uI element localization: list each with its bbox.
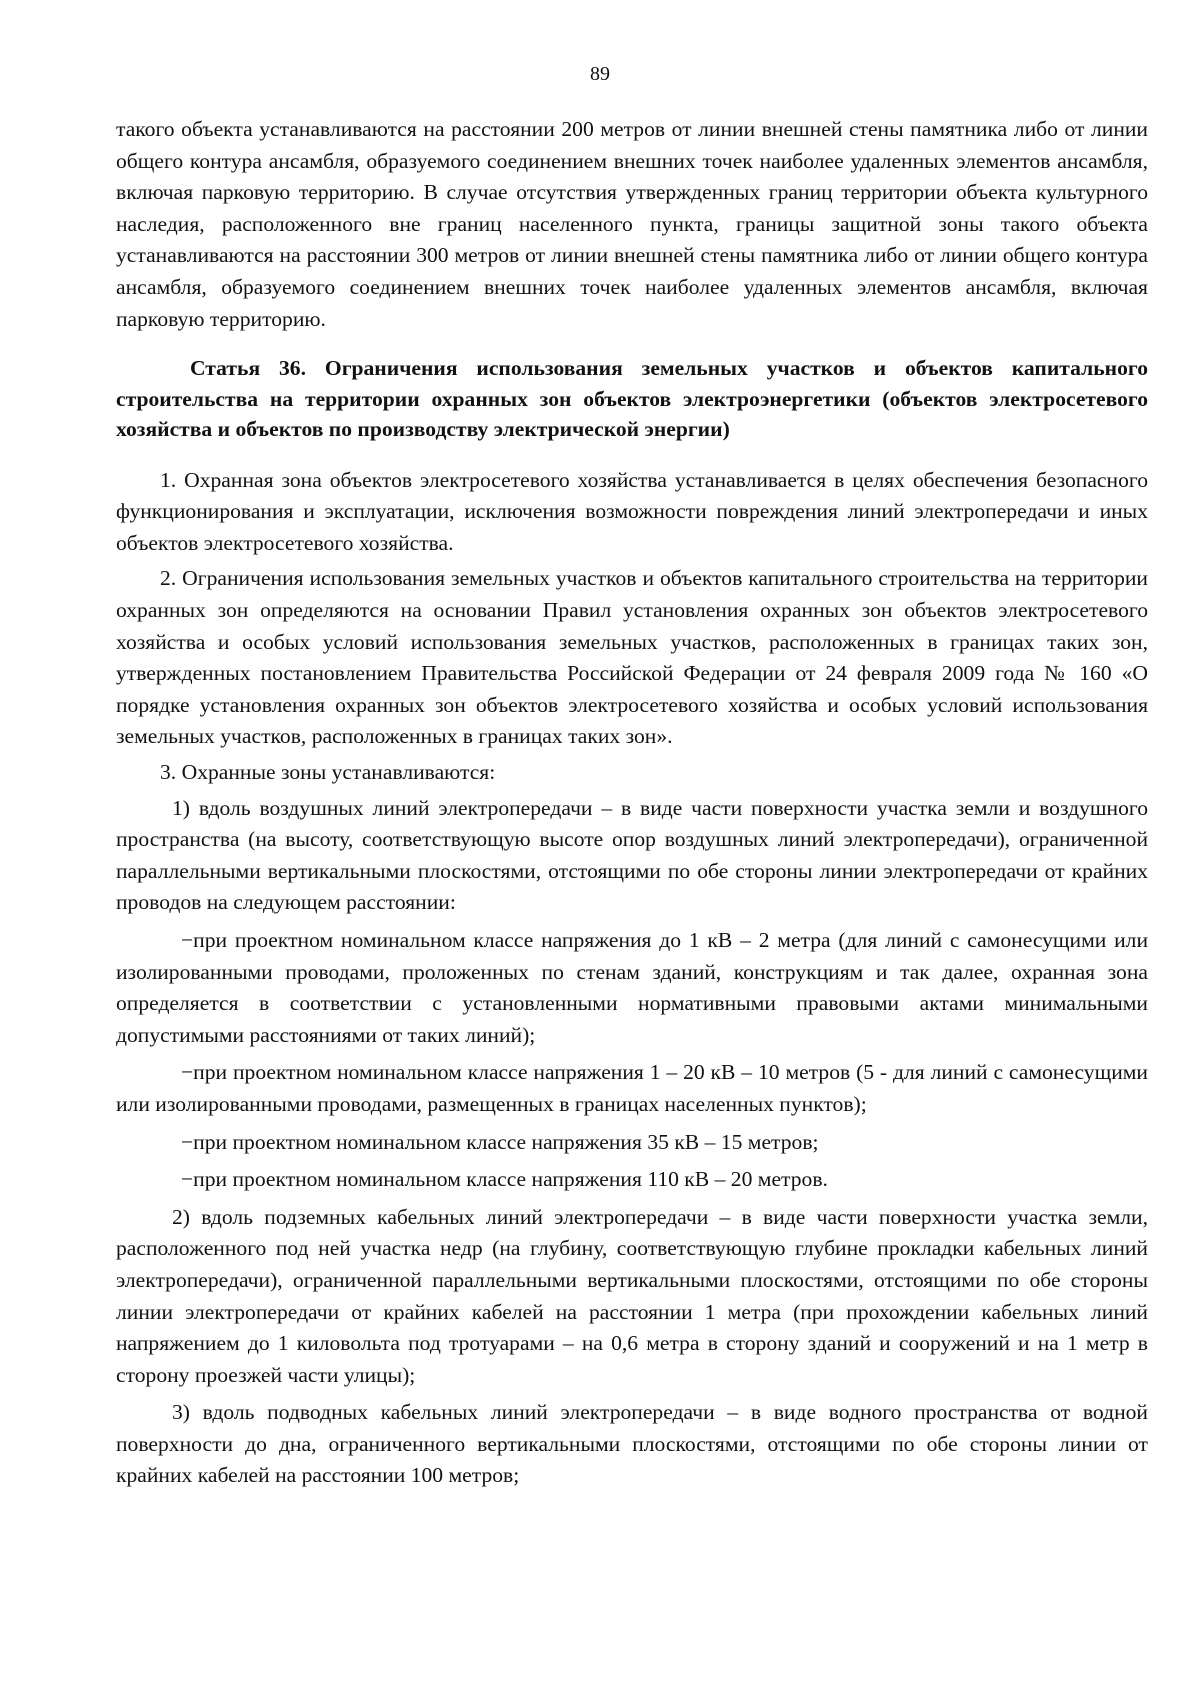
paragraph-3-item-2: 2) вдоль подземных кабельных линий электропередачи – в виде части поверхности участка земли, расположенного под ней участка недр (на глубину, соответствующую глубине прокладки кабельных линий электропередачи), ограниченной параллельными вертикальными плоскостями, отстоящими по обе стороны линии электропередачи от крайних кабелей на расстоянии 1 метра (при прохождении кабельных линий напряжением до 1 киловольта под тротуарами – на 0,6 метра в сторону зданий и сооружений и на 1 метр в сторону проезжей части улицы); [116,1204,1148,1387]
document-body [116,114,1148,1492]
list-item-voltage-1kv: −при проектном номинальном классе напряжения до 1 кВ – 2 метра (для линий с самонесущими или изолированными проводами, проложенных по стенам зданий, конструкциям и так далее, охранная зона определяется в соответствии с установленными нормативными правовыми актами минимальными допустимыми расстояниями от таких линий); [116,927,1148,1047]
paragraph-3-item-3: 3) вдоль подводных кабельных линий электропередачи – в виде водного пространства от водной поверхности до дна, ограниченного вертикальными плоскостями, отстоящими по обе стороны линии от крайних кабелей на расстоянии 100 метров; [116,1400,1148,1488]
paragraph-2: 2. Ограничения использования земельных участков и объектов капитального строительства на территории охранных зон определяются на основании Правил установления охранных зон объектов электросетевого хозяйства и особых условий использования земельных участков, расположенных в границах таких зон, утвержденных постановлением Правительства Российской Федерации от 24 февраля 2009 года № 160 «О порядке установления охранных зон объектов электросетевого хозяйства и особых условий использования земельных участков, расположенных в границах таких зон». [116,566,1148,749]
list-item-voltage-110kv: −при проектном номинальном классе напряжения 110 кВ – 20 метров. [181,1167,828,1192]
list-item-voltage-35kv: −при проектном номинальном классе напряжения 35 кВ – 15 метров; [181,1129,819,1154]
page-number: 89 [590,63,610,85]
list-item-voltage-20kv: −при проектном номинальном классе напряжения 1 – 20 кВ – 10 метров (5 - для линий с самонесущими или изолированными проводами, размещенных в границах населенных пунктов); [116,1060,1148,1116]
paragraph-3: 3. Охранные зоны устанавливаются: [160,760,496,784]
paragraph-3-item-1: 1) вдоль воздушных линий электропередачи – в виде части поверхности участка земли и воздушного пространства (на высоту, соответствующую высоте опор воздушных линий электропередачи), ограниченной параллельными вертикальными плоскостями, отстоящими по обе стороны линии электропередачи от крайних проводов на следующем расстоянии: [116,795,1148,915]
paragraph-continuation: такого объекта устанавливаются на расстоянии 200 метров от линии внешней стены памятника либо от линии общего контура ансамбля, образуемого соединением внешних точек наиболее удаленных элементов ансамбля, включая парковую территорию. В случае отсутствия утвержденных границ территории объекта культурного наследия, расположенного вне границ населенного пункта, границы защитной зоны такого объекта устанавливаются на расстоянии 300 метров от линии внешней стены памятника либо от линии общего контура ансамбля, образуемого соединением внешних точек наиболее удаленных элементов ансамбля, включая парковую территорию. [116,117,1148,331]
article-heading: Статья 36. Ограничения использования земельных участков и объектов капитального строительства на территории охранных зон объектов электроэнергетики (объектов электросетевого хозяйства и объектов по производству электрической энергии) [116,356,1148,442]
paragraph-1: 1. Охранная зона объектов электросетевого хозяйства устанавливается в целях обеспечения безопасного функционирования и эксплуатации, исключения возможности повреждения линий электропередачи и иных объектов электросетевого хозяйства. [116,467,1148,555]
